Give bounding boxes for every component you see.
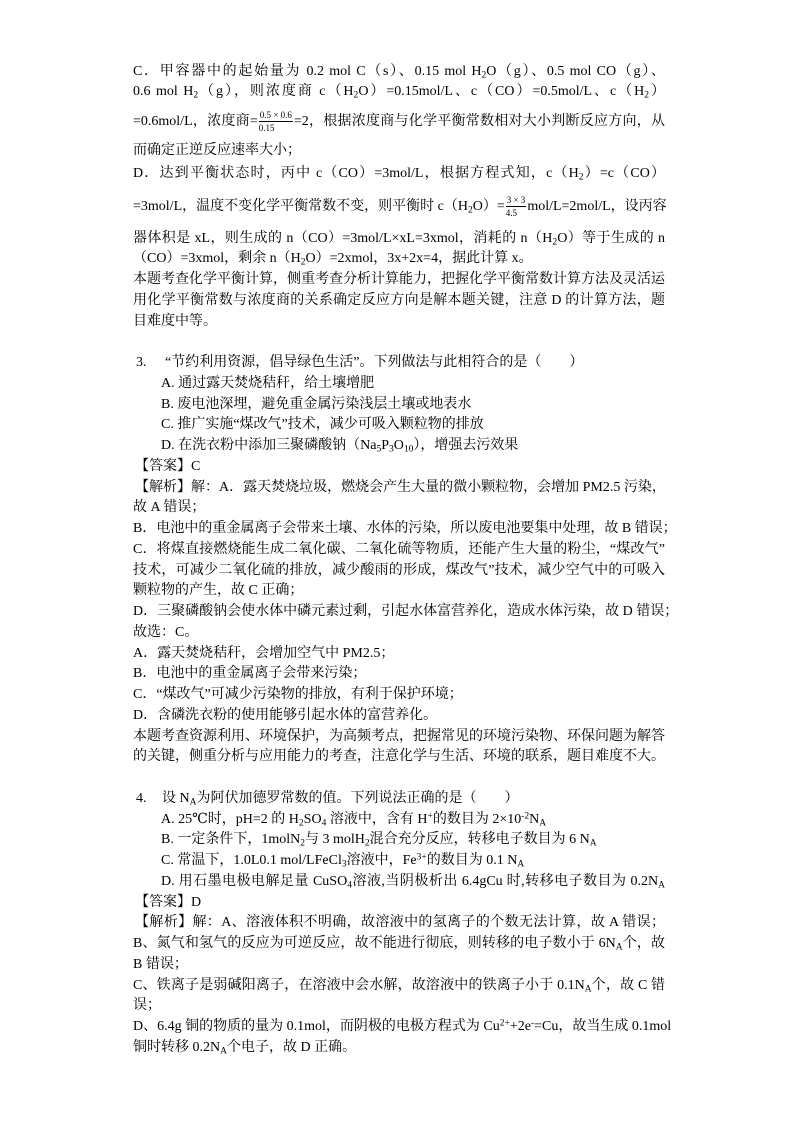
- subscript: A: [589, 838, 597, 849]
- text-run: =0.6mol/L，浓度商=: [133, 114, 258, 130]
- text-run: SO: [303, 811, 322, 827]
- option-a: [133, 810, 665, 831]
- text-line: [133, 229, 665, 250]
- text-run: D. 用石墨电极电解足量 CuSO: [161, 873, 348, 889]
- subscript: A: [220, 1046, 227, 1057]
- text-run: 用化学平衡常数与浓度商的关系确定反应方向是解本题关键，注意 D 的计算方法，题: [133, 292, 665, 308]
- text-run: 本题考查资源利用、环境保护，为高频考点，把握常见的环境污染物、环保问题为解答: [133, 728, 665, 744]
- text-run: 【解析】解：A、溶液体积不明确，故溶液中的氢离子的个数无法计算，故 A 错误；: [135, 915, 665, 931]
- subscript: 2: [300, 838, 305, 849]
- text-run: B. 一定条件下，1molN: [161, 832, 301, 848]
- analysis-line: [133, 644, 665, 665]
- text-run: C．“煤改气”可减少污染物的排放，有利于保护环境；: [133, 687, 463, 703]
- subscript: 5: [376, 444, 382, 455]
- text-run: 0.6 mol H: [133, 84, 194, 100]
- answer-value: D: [191, 894, 202, 910]
- analysis-line: [133, 478, 665, 499]
- text-run: 溶液,当阴极析出 6.4gCu 时,转移电子数目为 0.2N: [351, 873, 659, 889]
- analysis-line: [133, 498, 665, 519]
- text-run: 设 N: [162, 790, 190, 806]
- option-c: [133, 415, 665, 436]
- text-run: ），增强去污效果: [413, 438, 519, 454]
- text-run: P: [381, 438, 389, 454]
- subscript: A: [189, 797, 197, 808]
- option-a: [133, 374, 665, 395]
- analysis-line: [133, 1038, 665, 1059]
- text-run: C．将煤直接燃烧能生成二氧化碳、二氧化硫等物质，还能产生大量的粉尘，“煤改气”: [133, 541, 665, 557]
- text-run: 目难度中等。: [133, 313, 217, 329]
- text-run: 本题考查化学平衡计算，侧重考查分析计算能力，把握化学平衡常数计算方法及灵活运: [133, 272, 665, 288]
- option-b: [133, 395, 665, 416]
- text-run: 故 A 错误；: [133, 500, 206, 516]
- text-line: [133, 141, 665, 162]
- subscript: 3: [341, 859, 347, 870]
- fraction: [506, 195, 527, 218]
- analysis-line: [133, 976, 665, 997]
- text-run: D．三聚磷酸钠会使水体中磷元素过剩，引起水体富营养化，造成水体污染，故 D 错误；: [133, 604, 679, 620]
- text-run: “节约利用资源，倡导绿色生活”。下列做法与此相符合的是（ ）: [165, 355, 584, 371]
- text-run: N: [529, 811, 540, 827]
- analysis-line: [133, 934, 665, 955]
- analysis-line: [133, 623, 665, 644]
- text-run: O）=: [472, 198, 505, 214]
- text-run: D、6.4g 铜的物质的量为 0.1mol，而阴极的电极方程式为 Cu: [133, 1019, 500, 1035]
- solution-continuation: [133, 62, 665, 333]
- text-run: 误；: [133, 998, 161, 1014]
- answer-label: 【答案】: [135, 894, 191, 910]
- analysis-line: [133, 747, 665, 768]
- analysis-line: [133, 727, 665, 748]
- text-run: 器体积是 xL，则生成的 n（CO）=3mol/L×xL=3xmol，消耗的 n（H: [133, 230, 553, 246]
- subscript: 2: [467, 204, 473, 215]
- text-run: O: [393, 438, 404, 454]
- subscript: 2: [193, 90, 199, 101]
- analysis-line: [133, 1017, 672, 1038]
- text-run: 为阿伏加德罗常数的值。下列说法正确的是（ ）: [196, 790, 519, 806]
- text-run: B．电池中的重金属离子会带来污染；: [133, 666, 367, 682]
- analysis-line: [133, 602, 679, 623]
- fraction: [259, 110, 293, 133]
- analysis-line: [133, 581, 665, 602]
- superscript: -2: [521, 810, 530, 821]
- analysis-line: [133, 519, 677, 540]
- text-run: B 错误；: [133, 956, 188, 972]
- text-run: C. 推广实施“煤改气”技术，减少可吸入颗粒物的排放: [161, 417, 484, 433]
- text-run: +2e: [509, 1019, 531, 1035]
- text-line: [133, 164, 665, 185]
- analysis-line: [133, 664, 665, 685]
- text-run: （CO）=3xmol，剩余 n（H: [133, 251, 301, 267]
- text-run: 【解析】解：A．露天焚烧垃圾，燃烧会产生大量的微小颗粒物，会增加 PM2.5 污染，: [135, 479, 666, 495]
- analysis-line: [133, 996, 665, 1017]
- text-run: =3mol/L，温度不变化学平衡常数不变，则平衡时 c（H: [133, 198, 468, 214]
- text-line: [133, 103, 665, 141]
- answer-label: 【答案】: [135, 458, 191, 474]
- fraction-numerator: 0.5 × 0.6: [259, 110, 292, 121]
- answer-line: [133, 457, 665, 478]
- analysis-line: [133, 540, 665, 561]
- text-run: D．达到平衡状态时，丙中 c（CO）=3mol/L，根据方程式知，c（H: [133, 165, 579, 181]
- subscript: 4: [321, 817, 327, 828]
- question-number: 3.: [136, 355, 147, 371]
- text-line: [133, 291, 665, 312]
- subscript: 3: [389, 444, 394, 455]
- text-run: 而确定正逆反应速率大小；: [133, 143, 301, 159]
- subscript: 2: [353, 90, 359, 101]
- text-run: 混合充分反应，转移电子数目为 6 N: [369, 832, 590, 848]
- subscript: 2: [364, 838, 370, 849]
- text-run: 个，故: [622, 936, 665, 952]
- question-number: 4.: [136, 790, 147, 806]
- text-run: 故选：C。: [133, 624, 199, 640]
- text-run: C、铁离子是弱碱阳离子，在溶液中会水解，故溶液中的铁离子小于 0.1N: [133, 977, 585, 993]
- fraction-denominator: 0.15: [258, 123, 275, 134]
- subscript: A: [615, 942, 623, 953]
- subscript: 2: [298, 817, 304, 828]
- analysis-line: [133, 561, 665, 582]
- text-run: O）=0.15mol/L、c（CO）=0.5mol/L、c（H: [358, 84, 645, 100]
- text-run: 颗粒物的产生，故 C 正确；: [133, 583, 304, 599]
- subscript: 2: [644, 90, 650, 101]
- text-run: 个，故 C 错: [591, 977, 665, 993]
- text-line: [133, 270, 665, 291]
- text-run: =2，根据浓度商与化学平衡常数相对大小判断反应方向，从: [293, 114, 665, 130]
- analysis-line: [133, 955, 665, 976]
- fraction-numerator: 3 × 3: [506, 194, 526, 205]
- text-run: B．电池中的重金属离子会带来土壤、水体的污染，所以废电池要集中处理，故 B 错误；: [133, 521, 677, 537]
- superscript: -: [530, 1018, 535, 1029]
- subscript: A: [539, 817, 547, 828]
- subscript: 2: [578, 172, 584, 183]
- question-3: [133, 353, 679, 768]
- subscript: 2: [300, 257, 306, 268]
- subscript: 10: [403, 444, 414, 455]
- text-run: O（g）、0.5 mol CO（g）、: [486, 63, 665, 79]
- text-run: A. 25℃时，pH=2 的 H: [161, 811, 299, 827]
- analysis-line: [133, 706, 665, 727]
- fraction-denominator: 4.5: [505, 207, 517, 218]
- subscript: 2: [552, 236, 558, 247]
- answer-line: [133, 893, 665, 914]
- text-run: ）: [649, 84, 665, 100]
- superscript: +: [427, 810, 433, 821]
- analysis-line: [133, 685, 665, 706]
- text-run: 的数目为 2×10: [432, 811, 522, 827]
- text-run: B、氮气和氢气的反应为可逆反应，故不能进行彻底，则转移的电子数小于 6N: [133, 936, 616, 952]
- text-run: （g），则浓度商 c（H: [198, 84, 354, 100]
- question-stem: [133, 353, 665, 374]
- text-run: 与 3 molH: [305, 832, 365, 848]
- subscript: A: [658, 880, 665, 891]
- text-run: B. 废电池深埋，避免重金属污染浅层土壤或地表水: [161, 396, 472, 412]
- text-run: 铜时转移 0.2N: [133, 1039, 221, 1055]
- text-line: [133, 62, 665, 83]
- document-body: [133, 62, 679, 1059]
- text-run: O）等于生成的 n: [557, 230, 665, 246]
- text-run: 的关键，侧重分析与应用能力的考查，注意化学与生活、环境的联系，题目难度不大。: [133, 749, 665, 765]
- subscript: 4: [347, 880, 352, 891]
- text-run: A．露天焚烧秸秆，会增加空气中 PM2.5；: [133, 645, 395, 661]
- superscript: 2+: [499, 1018, 510, 1029]
- text-line: [133, 185, 665, 229]
- question-stem: [133, 789, 665, 810]
- text-run: 溶液中，Fe: [346, 853, 417, 869]
- text-run: D. 在洗衣粉中添加三聚磷酸钠（Na: [161, 438, 377, 454]
- text-run: ）=c（CO）: [583, 165, 665, 181]
- option-c: [133, 851, 665, 872]
- text-line: [133, 312, 665, 333]
- answer-value: C: [191, 458, 201, 474]
- subscript: A: [517, 859, 525, 870]
- text-run: 个电子，故 D 正确。: [227, 1039, 357, 1055]
- text-run: 的数目为 0.1 N: [426, 853, 518, 869]
- text-run: 技术，可减少二氧化硫的排放，减少酸雨的形成，煤改气”技术，减少空气中的可吸入: [133, 562, 665, 578]
- text-run: =Cu，故当生成 0.1mol: [534, 1019, 672, 1035]
- superscript: 3+: [416, 852, 427, 863]
- text-run: C．甲容器中的起始量为 0.2 mol C（s）、0.15 mol H: [133, 63, 482, 79]
- option-d: [133, 436, 665, 457]
- text-run: A. 通过露天焚烧秸秆，给土壤增肥: [161, 375, 375, 391]
- option-d: [133, 872, 665, 893]
- text-run: mol/L=2mol/L，设丙容: [527, 198, 667, 214]
- analysis-line: [133, 913, 665, 934]
- option-b: [133, 830, 665, 851]
- text-run: C. 常温下，1.0L0.1 mol/LFeCl: [161, 853, 342, 869]
- text-line: [133, 249, 665, 270]
- text-run: O）=2xmol，3x+2x=4，据此计算 x。: [305, 251, 533, 267]
- text-run: D．含磷洗衣粉的使用能够引起水体的富营养化。: [133, 707, 438, 723]
- text-line: [133, 82, 665, 103]
- subscript: A: [584, 983, 592, 994]
- question-4: [133, 789, 672, 1059]
- subscript: 2: [481, 69, 487, 80]
- text-run: 溶液中，含有 H: [326, 811, 428, 827]
